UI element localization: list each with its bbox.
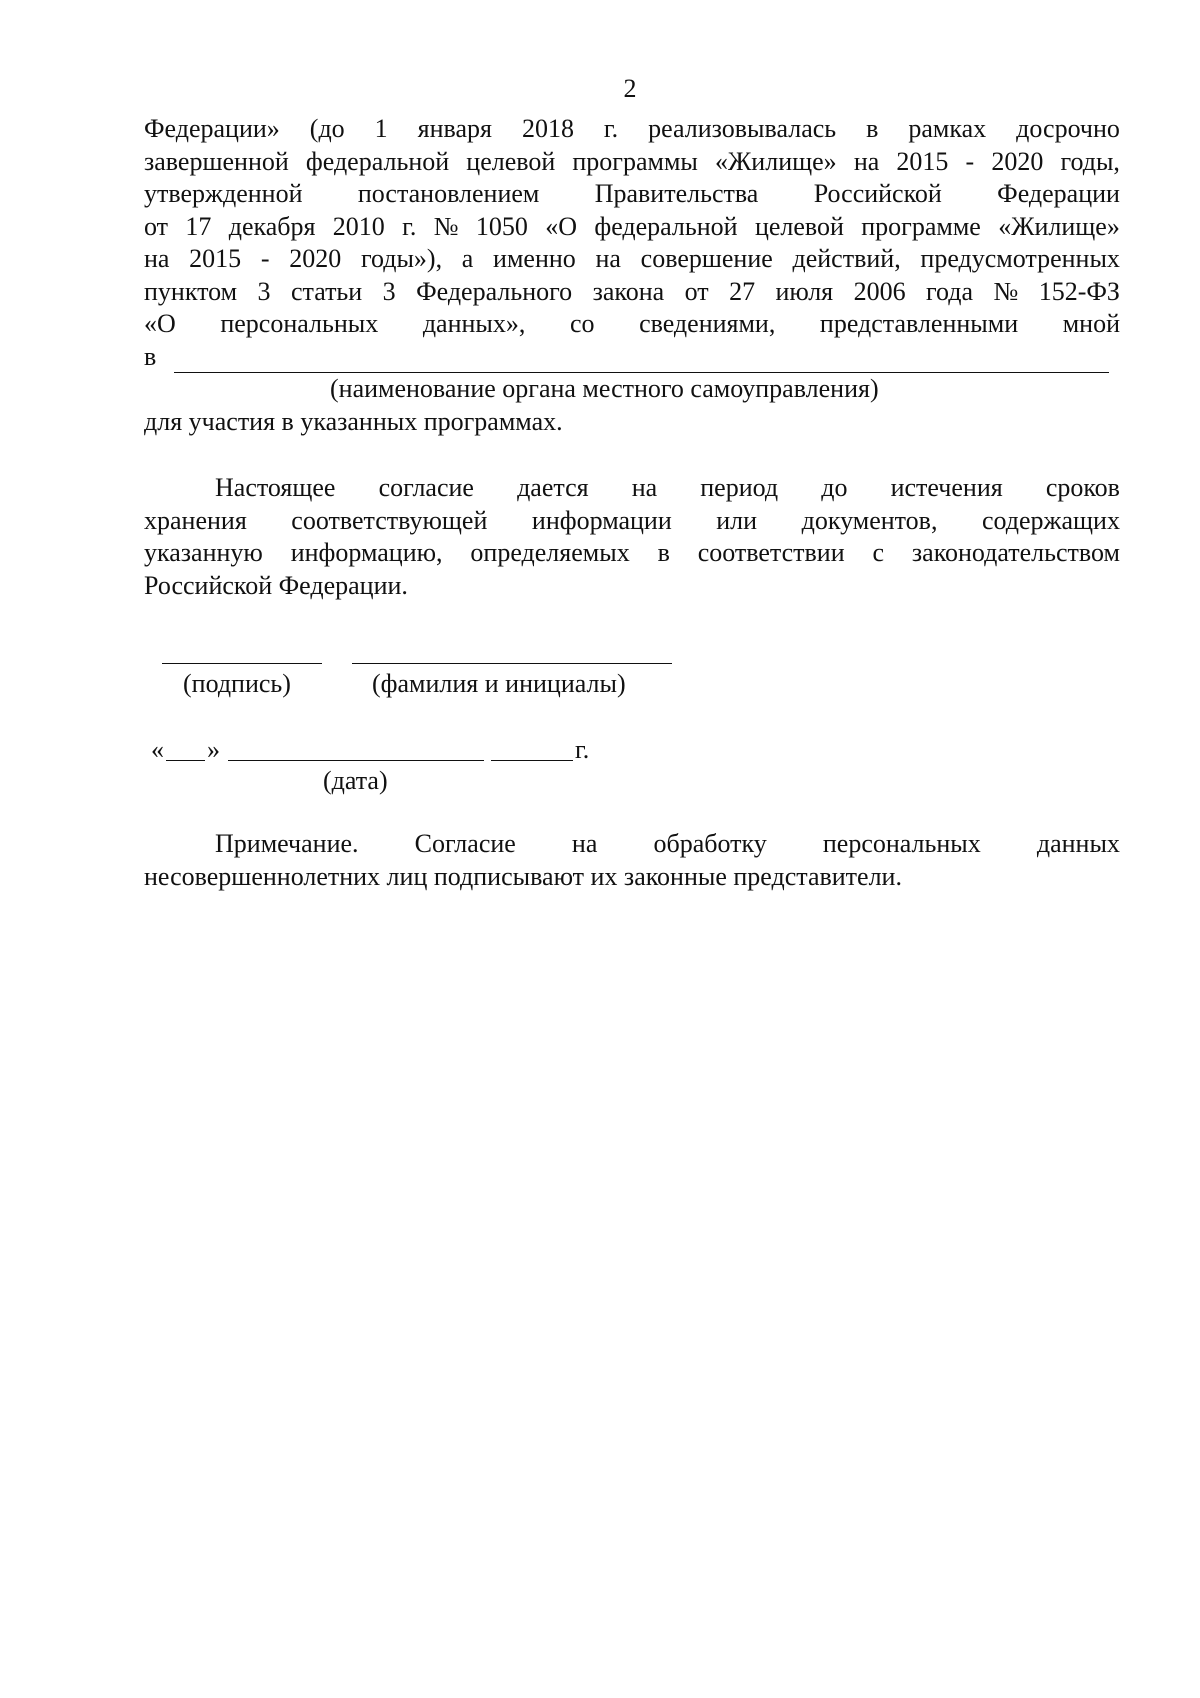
word: 152-ФЗ — [1038, 276, 1120, 306]
word: Федерации» — [144, 114, 280, 143]
page-number: 2 — [623, 74, 637, 103]
word: сведениями, — [639, 309, 776, 338]
word: реализовывалась — [648, 114, 837, 143]
paragraph-consent-period — [144, 472, 1120, 602]
paragraph-line — [144, 211, 1120, 244]
word: программы — [572, 146, 698, 176]
word: 2018 — [521, 114, 574, 143]
word: рамках — [908, 114, 987, 143]
word: программе — [861, 211, 981, 241]
word: - — [260, 244, 270, 273]
year-suffix: г. — [575, 735, 590, 764]
word: (до — [309, 114, 345, 143]
word: Федерального — [416, 276, 573, 306]
word: предусмотренных — [920, 244, 1120, 273]
paragraph-line — [144, 276, 1120, 309]
word: 2015 — [896, 146, 949, 176]
word: соответствующей — [291, 505, 488, 535]
word: от — [684, 276, 709, 306]
word: года — [926, 276, 974, 306]
paragraph-line — [144, 308, 1120, 341]
paragraph-line — [144, 505, 1120, 538]
paragraph-last-line: для участия в указанных программах. — [144, 407, 563, 436]
word: истечения — [890, 473, 1003, 502]
word: Примечание. — [215, 829, 359, 858]
word: персональных — [220, 309, 379, 338]
word: соответствии — [697, 538, 845, 567]
org-name-fill-line[interactable] — [174, 372, 1109, 373]
word: 2020 — [991, 146, 1044, 176]
word: января — [417, 114, 492, 143]
word: согласие — [378, 473, 474, 502]
word: 17 — [185, 211, 212, 241]
word: г. — [603, 114, 619, 143]
word: - — [965, 146, 975, 176]
signature-caption: (подпись) — [183, 669, 291, 698]
word: Настоящее — [215, 473, 336, 502]
word: целевой — [466, 146, 556, 176]
word: определяемых — [470, 538, 630, 567]
name-fill-line[interactable] — [352, 663, 672, 664]
word: обработку — [653, 829, 767, 858]
word: действий, — [792, 244, 901, 273]
word: 2010 — [332, 211, 385, 241]
word: именно — [493, 244, 576, 273]
note-line — [144, 828, 1120, 861]
word: на — [571, 829, 598, 858]
paragraph-line — [144, 146, 1120, 179]
word: Российской — [813, 179, 942, 208]
word: а — [461, 244, 474, 273]
paragraph-line — [144, 472, 1120, 505]
word: на — [631, 473, 658, 502]
paragraph-line — [144, 243, 1120, 276]
word: 1050 — [475, 211, 528, 241]
word: на — [595, 244, 621, 273]
word: «О — [545, 211, 577, 241]
note-paragraph — [144, 828, 1120, 893]
word: с — [872, 538, 885, 567]
word: № — [993, 276, 1019, 306]
word: от — [144, 211, 169, 241]
name-caption: (фамилия и инициалы) — [372, 669, 626, 698]
word: Федерации — [997, 179, 1120, 208]
word: г. — [402, 211, 417, 241]
word: период — [700, 473, 779, 502]
word: 3 — [382, 276, 396, 306]
word: представленными — [819, 309, 1019, 338]
paragraph-consent-scope — [144, 113, 1120, 373]
paragraph-line — [144, 113, 1120, 146]
date-caption: (дата) — [323, 766, 388, 795]
word: досрочно — [1016, 114, 1120, 143]
word: июля — [775, 276, 834, 306]
word: 2015 — [189, 244, 242, 273]
paragraph-line — [144, 178, 1120, 211]
note-line: несовершеннолетних лиц подписывают их законные представители. — [144, 861, 902, 891]
word: персональных — [822, 829, 981, 858]
word: информации — [531, 505, 672, 535]
word: № — [433, 211, 459, 241]
word: целевой — [754, 211, 844, 241]
word: годы»), — [360, 244, 443, 273]
word: 1 — [374, 114, 388, 143]
word: до — [821, 473, 848, 502]
word: пунктом — [144, 276, 238, 306]
word: в — [657, 538, 670, 567]
word: хранения — [144, 505, 247, 535]
word: на — [144, 244, 170, 273]
word: статьи — [290, 276, 363, 306]
word: данных», — [422, 309, 526, 338]
word: законодательством — [911, 538, 1120, 567]
word: завершенной — [144, 146, 289, 176]
word: 27 — [729, 276, 756, 306]
org-name-caption: (наименование органа местного самоуправления) — [330, 374, 879, 403]
month-fill-line[interactable] — [228, 760, 484, 761]
word: постановлением — [357, 179, 540, 208]
word: Правительства — [594, 179, 759, 208]
day-fill-line[interactable] — [166, 760, 205, 761]
prefix-v: в — [144, 341, 157, 371]
word: со — [569, 309, 595, 338]
word: дается — [517, 473, 589, 502]
paragraph-line — [144, 537, 1120, 570]
word: годы, — [1060, 146, 1120, 176]
word: в — [866, 114, 879, 143]
word: декабря — [228, 211, 316, 241]
word: сроков — [1045, 473, 1120, 502]
word: указанную — [144, 538, 263, 567]
org-fill-line-row — [144, 341, 1120, 374]
word: 2020 — [289, 244, 342, 273]
word: «О — [144, 309, 176, 338]
word: федеральной — [594, 211, 738, 241]
word: информацию, — [290, 538, 443, 567]
word: закона — [592, 276, 665, 306]
word: данных — [1036, 829, 1120, 858]
word: Согласие — [414, 829, 516, 858]
word: или — [716, 505, 758, 535]
signature-fill-line[interactable] — [162, 663, 322, 664]
word: «Жилище» — [998, 211, 1120, 241]
word: на — [853, 146, 880, 176]
word: мной — [1062, 309, 1120, 338]
word: 2006 — [853, 276, 906, 306]
word: содержащих — [981, 505, 1120, 535]
word: документов, — [801, 505, 938, 535]
word: совершение — [640, 244, 773, 273]
paragraph-last-line: Российской Федерации. — [144, 570, 408, 600]
word: федеральной — [305, 146, 450, 176]
year-fill-line[interactable] — [491, 760, 573, 761]
date-open-quote: « — [151, 735, 164, 764]
word: «Жилище» — [715, 146, 837, 176]
word: 3 — [257, 276, 271, 306]
date-close-quote: » — [207, 735, 220, 764]
word: утвержденной — [144, 179, 303, 208]
